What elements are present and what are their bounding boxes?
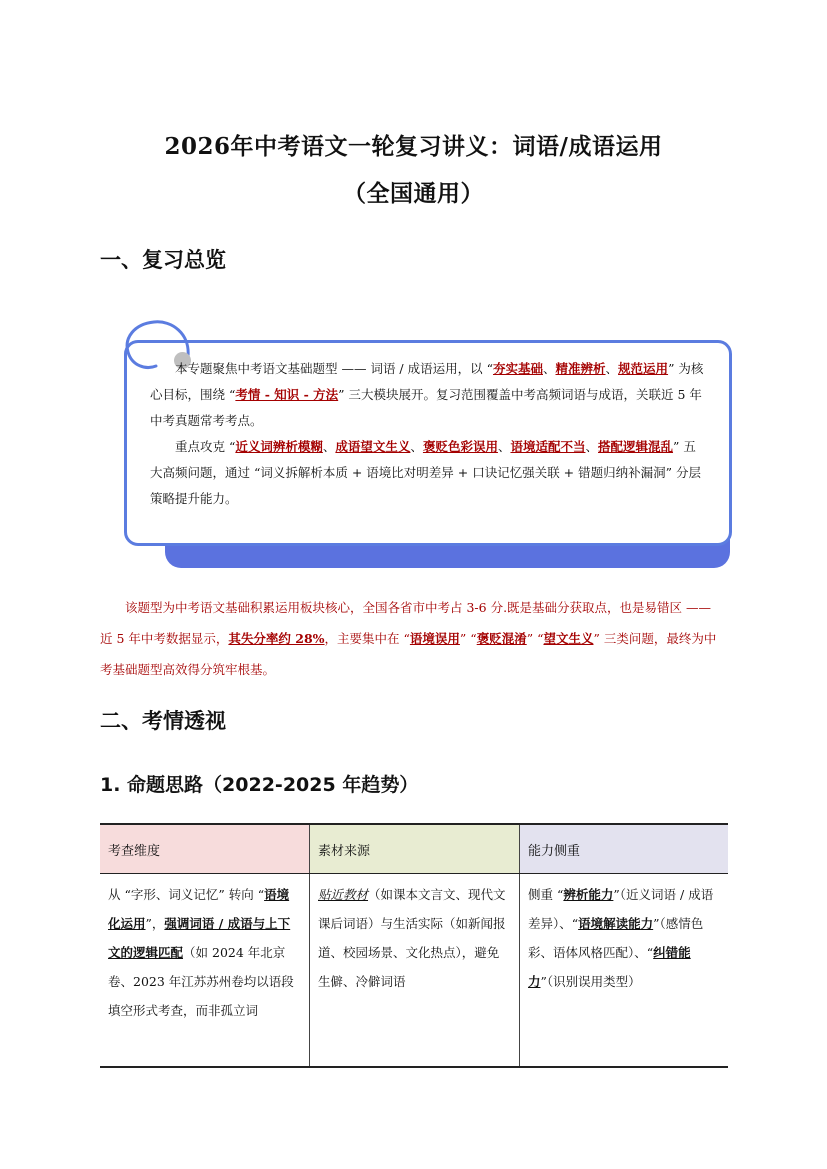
keyword: 褒贬色彩误用 [422,439,498,454]
table-header: 能力侧重 [520,824,729,874]
note-paragraph: 该题型为中考语文基础积累运用板块核心，全国各省市中考占 3-6 分.既是基础分获取点，也是易错区 —— 近 5 年中考数据显示，其失分率约 28%，主要集中在 “语境误用” “褒贬混淆” “望文生义” 三类问题，最终为中考基础题型高效得分筑牢根基。 [100,600,717,677]
keyword: 夯实基础 [492,361,543,376]
keyword: 纠错能力 [528,945,691,989]
keyword: 近义词辨析模糊 [235,439,323,454]
keyword: 其失分率约 28% [228,631,325,646]
subsection-heading: 1. 命题思路（2022-2025 年趋势） [100,774,419,796]
keyword: 辨析能力 [563,887,614,902]
page-subtitle: （全国通用） [343,180,484,207]
keyword: 褒贬混淆 [476,631,527,646]
trend-table [100,823,728,1068]
keyword: 语境化运用 [108,887,290,931]
keyword: 贴近教材 [318,887,369,902]
callout-paragraph-1: 本专题聚焦中考语文基础题型 —— 词语 / 成语运用，以 “夯实基础、精准辨析、规范运用” 为核心目标，围绕 “考情 - 知识 - 方法” 三大模块展开。复习范围覆盖中考高频词语与成语，关联近 5 年中考真题常考考点。 [150,361,704,428]
table-cell-source: 贴近教材（如课本文言文、现代文课后词语）与生活实际（如新闻报道、校园场景、文化热点），避免生僻、冷僻词语 [310,874,520,1068]
table-row [100,874,728,1068]
table-cell-ability: 侧重 “辨析能力”（近义词语 / 成语差异）、“语境解读能力”（感情色彩、语体风格匹配）、“纠错能力”（识别误用类型） [520,874,729,1068]
keyword: 强调词语 / 成语与上下文的逻辑匹配 [108,916,291,960]
table-cell-dimension: 从 “字形、词义记忆” 转向 “语境化运用”，强调词语 / 成语与上下文的逻辑匹配（如 2024 年北京卷、2023 年江苏苏州卷均以语段填空形式考查，而非孤立词 [100,874,310,1068]
section-heading-trends: 二、考情透视 [100,709,226,733]
keyword: 考情 - 知识 - 方法 [235,387,339,402]
keyword: 语境适配不当 [510,439,586,454]
callout-paragraph-2: 重点攻克 “近义词辨析模糊、成语望文生义、褒贬色彩误用、语境适配不当、搭配逻辑混乱” 五大高频问题，通过 “词义拆解析本质 + 语境比对明差异 + 口诀记忆强关联 + 错题归纳补漏洞” 分层策略提升能力。 [150,439,701,506]
table-header: 素材来源 [310,824,520,874]
keyword: 语境解读能力 [578,916,654,931]
table-header: 考查维度 [100,824,310,874]
page-title: 2026年中考语文一轮复习讲义：词语/成语运用 [164,133,663,160]
table-header-row [100,824,728,874]
keyword: 精准辨析 [555,361,606,376]
keyword: 规范运用 [618,361,669,376]
keyword: 搭配逻辑混乱 [598,439,674,454]
section-heading-overview: 一、复习总览 [100,248,226,272]
keyword: 语境误用 [409,631,460,646]
keyword: 成语望文生义 [335,439,411,454]
callout-text [150,356,706,512]
keyword: 望文生义 [543,631,594,646]
